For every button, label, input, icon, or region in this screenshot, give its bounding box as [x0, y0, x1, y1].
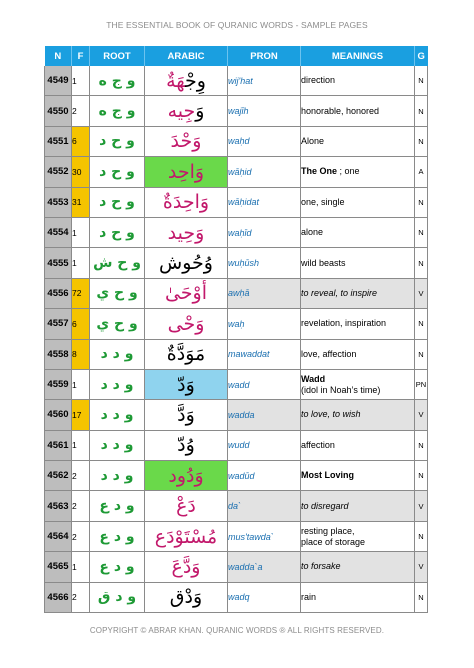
frequency: 1	[72, 66, 90, 96]
arabic-word-accent: دَعْ	[176, 495, 196, 518]
grammar-type: V	[415, 491, 428, 521]
pronunciation: waḥd	[228, 126, 301, 156]
arabic-word-base: وِجْ	[185, 69, 206, 92]
meaning: Most Loving	[301, 461, 415, 491]
grammar-type: N	[415, 187, 428, 217]
pronunciation: wadd	[228, 369, 301, 399]
root-letters: و ح د	[90, 157, 145, 187]
entry-number: 4565	[45, 552, 72, 582]
table-row	[45, 461, 428, 491]
frequency: 2	[72, 491, 90, 521]
entry-number: 4557	[45, 309, 72, 339]
grammar-type: N	[415, 248, 428, 278]
meaning: one, single	[301, 187, 415, 217]
meaning: wild beasts	[301, 248, 415, 278]
column-header-root: ROOT	[90, 46, 145, 66]
pronunciation: mus'tawda`	[228, 521, 301, 551]
entry-number: 4559	[45, 369, 72, 399]
entry-number: 4552	[45, 157, 72, 187]
arabic-word-accent: جِيه	[167, 100, 196, 123]
meaning-rest: ; one	[337, 166, 360, 177]
table-row	[45, 187, 428, 217]
frequency: 1	[72, 248, 90, 278]
meaning: Alone	[301, 126, 415, 156]
grammar-type: N	[415, 126, 428, 156]
arabic-word	[145, 491, 228, 521]
arabic-word-accent: وَاحِدَةٌ	[162, 191, 210, 214]
arabic-word	[145, 339, 228, 369]
arabic-word-accent: أَوْحَىٰ	[164, 282, 208, 305]
frequency: 2	[72, 461, 90, 491]
frequency: 2	[72, 521, 90, 551]
arabic-word	[145, 430, 228, 460]
table-header-row	[45, 46, 428, 66]
meaning-lead: The One	[301, 166, 338, 177]
root-letters: و ح ش	[90, 248, 145, 278]
grammar-type: N	[415, 430, 428, 460]
meaning	[301, 157, 415, 187]
column-header-g: G	[415, 46, 428, 66]
arabic-word-accent: وَاحِد	[167, 160, 205, 183]
root-letters: و د ع	[90, 552, 145, 582]
arabic-word-accent: وَحِيد	[167, 221, 205, 244]
entry-number: 4550	[45, 96, 72, 126]
frequency: 6	[72, 309, 90, 339]
table-row	[45, 96, 428, 126]
arabic-word	[145, 521, 228, 551]
arabic-word	[145, 552, 228, 582]
arabic-word	[145, 309, 228, 339]
entry-number: 4549	[45, 66, 72, 96]
arabic-word	[145, 461, 228, 491]
table-row	[45, 369, 428, 399]
arabic-word	[145, 369, 228, 399]
arabic-word-accent: وَدَّعَ	[171, 555, 201, 578]
root-letters: و د د	[90, 369, 145, 399]
root-letters: و د د	[90, 400, 145, 430]
entry-number: 4556	[45, 278, 72, 308]
entry-number: 4561	[45, 430, 72, 460]
meaning-line-2: place of storage	[301, 536, 366, 547]
table-row	[45, 582, 428, 612]
pronunciation: wij'hat	[228, 66, 301, 96]
arabic-word-base: وَ	[195, 100, 205, 123]
frequency: 17	[72, 400, 90, 430]
entry-number: 4554	[45, 217, 72, 247]
meaning: to forsake	[301, 552, 415, 582]
meaning: to reveal, to inspire	[301, 278, 415, 308]
meaning: direction	[301, 66, 415, 96]
entry-number: 4563	[45, 491, 72, 521]
table-row	[45, 248, 428, 278]
root-letters: و ح ي	[90, 278, 145, 308]
table-row	[45, 400, 428, 430]
pronunciation: awḥā	[228, 278, 301, 308]
grammar-type: N	[415, 96, 428, 126]
meaning: honorable, honored	[301, 96, 415, 126]
frequency: 6	[72, 126, 90, 156]
frequency: 72	[72, 278, 90, 308]
root-letters: و ح د	[90, 187, 145, 217]
pronunciation: wuḥūsh	[228, 248, 301, 278]
page-footer: COPYRIGHT © ABRAR KHAN. QURANIC WORDS ® ALL RIGHTS RESERVED.	[89, 626, 385, 635]
arabic-word-accent: هَةٌ	[166, 69, 186, 92]
arabic-word-accent: مُسْتَوْدَع	[154, 525, 218, 548]
pronunciation: wadūd	[228, 461, 301, 491]
arabic-word	[145, 96, 228, 126]
grammar-type: A	[415, 157, 428, 187]
grammar-type: V	[415, 278, 428, 308]
root-letters: و ج ه	[90, 66, 145, 96]
arabic-word-base: وَدَّ	[177, 403, 195, 426]
entry-number: 4562	[45, 461, 72, 491]
column-header-meanings: MEANINGS	[301, 46, 415, 66]
root-letters: و ح د	[90, 126, 145, 156]
grammar-type: V	[415, 552, 428, 582]
pronunciation: wadq	[228, 582, 301, 612]
arabic-word	[145, 582, 228, 612]
grammar-type: N	[415, 521, 428, 551]
column-header-arabic: ARABIC	[145, 46, 228, 66]
arabic-word-base: مَوَدَّةٌ	[166, 343, 206, 366]
pronunciation: wadda`a	[228, 552, 301, 582]
root-letters: و ج ه	[90, 96, 145, 126]
root-letters: و د ق	[90, 582, 145, 612]
pronunciation: waḥ	[228, 309, 301, 339]
root-letters: و د ع	[90, 491, 145, 521]
arabic-word	[145, 66, 228, 96]
frequency: 30	[72, 157, 90, 187]
grammar-type: N	[415, 461, 428, 491]
table-row	[45, 278, 428, 308]
meaning-line-1: resting place,	[301, 525, 355, 536]
root-letters: و د د	[90, 430, 145, 460]
arabic-word	[145, 400, 228, 430]
entry-number: 4560	[45, 400, 72, 430]
meaning: love, affection	[301, 339, 415, 369]
frequency: 8	[72, 339, 90, 369]
arabic-word	[145, 187, 228, 217]
meaning: to love, to wish	[301, 400, 415, 430]
frequency: 31	[72, 187, 90, 217]
table-row	[45, 521, 428, 551]
grammar-type: N	[415, 339, 428, 369]
arabic-word	[145, 126, 228, 156]
table-row	[45, 157, 428, 187]
frequency: 2	[72, 582, 90, 612]
frequency: 1	[72, 369, 90, 399]
frequency: 1	[72, 217, 90, 247]
entry-number: 4564	[45, 521, 72, 551]
grammar-type: N	[415, 66, 428, 96]
grammar-type: PN	[415, 369, 428, 399]
arabic-word	[145, 157, 228, 187]
root-letters: و د د	[90, 461, 145, 491]
table-row	[45, 309, 428, 339]
column-header-f: F	[72, 46, 90, 66]
column-header-n: N	[45, 46, 72, 66]
meaning: revelation, inspiration	[301, 309, 415, 339]
meaning: alone	[301, 217, 415, 247]
meaning: to disregard	[301, 491, 415, 521]
pronunciation: da`	[228, 491, 301, 521]
table-row	[45, 552, 428, 582]
arabic-word-base: وُدّ	[177, 434, 195, 457]
arabic-word-base: وُحُوش	[159, 252, 213, 275]
entry-number: 4555	[45, 248, 72, 278]
arabic-word-accent: وَحْدَ	[170, 130, 202, 153]
arabic-word	[145, 217, 228, 247]
root-letters: و ح د	[90, 217, 145, 247]
arabic-word	[145, 278, 228, 308]
meaning: rain	[301, 582, 415, 612]
page-header-title: THE ESSENTIAL BOOK OF QURANIC WORDS - SAMPLE PAGES	[106, 20, 368, 30]
grammar-type: N	[415, 582, 428, 612]
table-row	[45, 126, 428, 156]
pronunciation: wāḥidat	[228, 187, 301, 217]
entry-number: 4558	[45, 339, 72, 369]
grammar-type: N	[415, 217, 428, 247]
table-row	[45, 430, 428, 460]
arabic-word-base: وَدّ	[177, 373, 195, 396]
pronunciation: wajīh	[228, 96, 301, 126]
table-row	[45, 217, 428, 247]
quranic-words-table	[44, 46, 428, 613]
pronunciation: wāḥid	[228, 157, 301, 187]
meaning-line-1: Wadd	[301, 373, 326, 384]
table-row	[45, 66, 428, 96]
pronunciation: waḥīd	[228, 217, 301, 247]
frequency: 1	[72, 430, 90, 460]
meaning	[301, 521, 415, 551]
entry-number: 4566	[45, 582, 72, 612]
grammar-type: V	[415, 400, 428, 430]
table-body	[45, 66, 428, 613]
root-letters: و د د	[90, 339, 145, 369]
pronunciation: wudd	[228, 430, 301, 460]
meaning: affection	[301, 430, 415, 460]
root-letters: و ح ي	[90, 309, 145, 339]
table-row	[45, 339, 428, 369]
meaning-line-2: (idol in Noah’s time)	[301, 384, 381, 395]
arabic-word-accent: وَدُود	[168, 464, 204, 487]
frequency: 2	[72, 96, 90, 126]
entry-number: 4553	[45, 187, 72, 217]
table-row	[45, 491, 428, 521]
column-header-pron: PRON	[228, 46, 301, 66]
pronunciation: wadda	[228, 400, 301, 430]
grammar-type: N	[415, 309, 428, 339]
frequency: 1	[72, 552, 90, 582]
meaning	[301, 369, 415, 399]
arabic-word-base: وَدْق	[169, 586, 203, 609]
arabic-word	[145, 248, 228, 278]
entry-number: 4551	[45, 126, 72, 156]
arabic-word-accent: وَحْى	[167, 312, 205, 335]
pronunciation: mawaddat	[228, 339, 301, 369]
root-letters: و د ع	[90, 521, 145, 551]
